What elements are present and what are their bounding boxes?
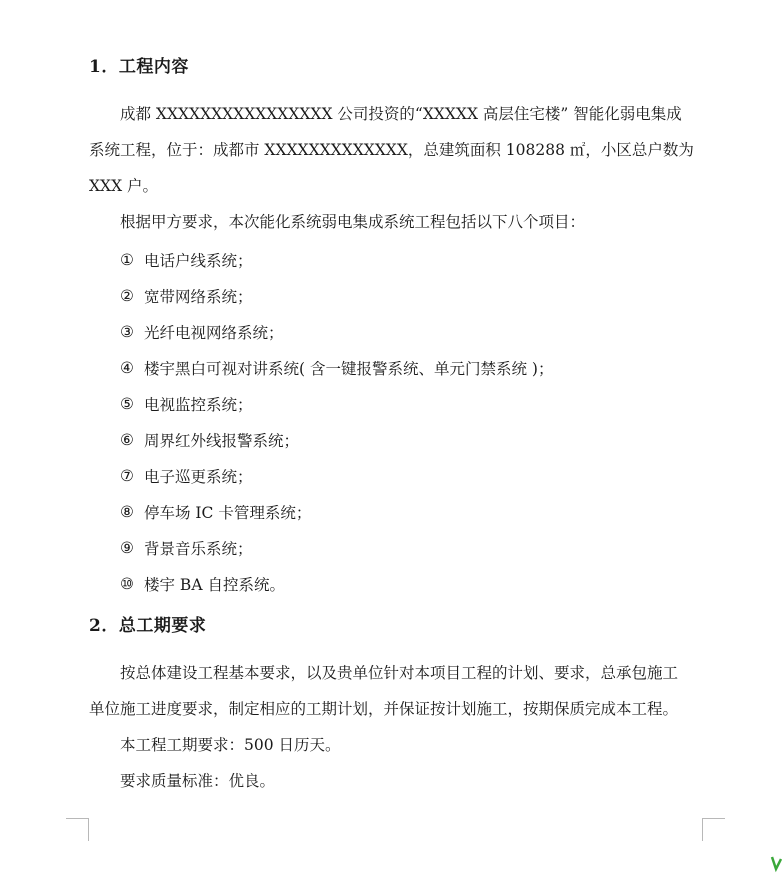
list-item — [120, 321, 284, 343]
list-item-number: ② — [120, 287, 134, 305]
list-item-text: 光纤电视网络系统； — [144, 324, 284, 342]
list-item — [120, 393, 253, 415]
list-item — [120, 357, 553, 379]
page-corner-mark-right — [702, 818, 725, 841]
section-2-paragraph-2: 本工程工期要求：500 日历天。 — [120, 736, 341, 754]
list-item — [120, 249, 253, 271]
section-1-paragraph-1-line-3: XXX 户。 — [89, 177, 159, 195]
list-item-text: 背景音乐系统； — [144, 540, 253, 558]
list-item-number: ⑨ — [120, 539, 134, 557]
list-item-number: ⑦ — [120, 467, 134, 485]
list-item — [120, 501, 311, 523]
list-item-text: 楼宇黑白可视对讲系统( 含一键报警系统、单元门禁系统 )； — [144, 360, 554, 378]
section-2-heading: 2．总工期要求 — [89, 616, 207, 636]
green-edge-icon — [770, 855, 782, 873]
list-item-number: ⑩ — [120, 575, 134, 593]
list-item-text: 周界红外线报警系统； — [144, 432, 300, 450]
section-2-paragraph-3: 要求质量标准：优良。 — [120, 772, 276, 790]
section-1-paragraph-1-line-1: 成都 XXXXXXXXXXXXXXXX 公司投资的“XXXXX 高层住宅楼” 智能化弱电集成 — [120, 105, 682, 123]
list-item-number: ⑥ — [120, 431, 134, 449]
list-item-text: 宽带网络系统； — [144, 288, 253, 306]
list-item — [120, 465, 253, 487]
section-2-paragraph-1-line-2: 单位施工进度要求，制定相应的工期计划，并保证按计划施工，按期保质完成本工程。 — [89, 700, 679, 718]
list-item — [120, 573, 285, 595]
section-1-paragraph-2: 根据甲方要求，本次能化系统弱电集成系统工程包括以下八个项目： — [120, 213, 586, 231]
section-1-paragraph-1-line-2: 系统工程，位于：成都市 XXXXXXXXXXXXX，总建筑面积 108288 ㎡，小区总户数为 — [89, 141, 694, 159]
section-2-paragraph-1-line-1: 按总体建设工程基本要求，以及贵单位针对本项目工程的计划、要求，总承包施工 — [120, 664, 679, 682]
list-item-text: 电子巡更系统； — [144, 468, 253, 486]
section-1-heading: 1．工程内容 — [89, 57, 189, 77]
page-corner-mark-left — [66, 818, 89, 841]
list-item-text: 楼宇 BA 自控系统。 — [144, 576, 285, 594]
list-item-text: 电话户线系统； — [144, 252, 253, 270]
list-item-number: ④ — [120, 359, 134, 377]
list-item-number: ① — [120, 251, 134, 269]
list-item — [120, 429, 299, 451]
list-item-number: ⑧ — [120, 503, 134, 521]
list-item-number: ⑤ — [120, 395, 134, 413]
list-item — [120, 285, 253, 307]
list-item-text: 停车场 IC 卡管理系统； — [144, 504, 312, 522]
list-item-text: 电视监控系统； — [144, 396, 253, 414]
list-item-number: ③ — [120, 323, 134, 341]
list-item — [120, 537, 253, 559]
